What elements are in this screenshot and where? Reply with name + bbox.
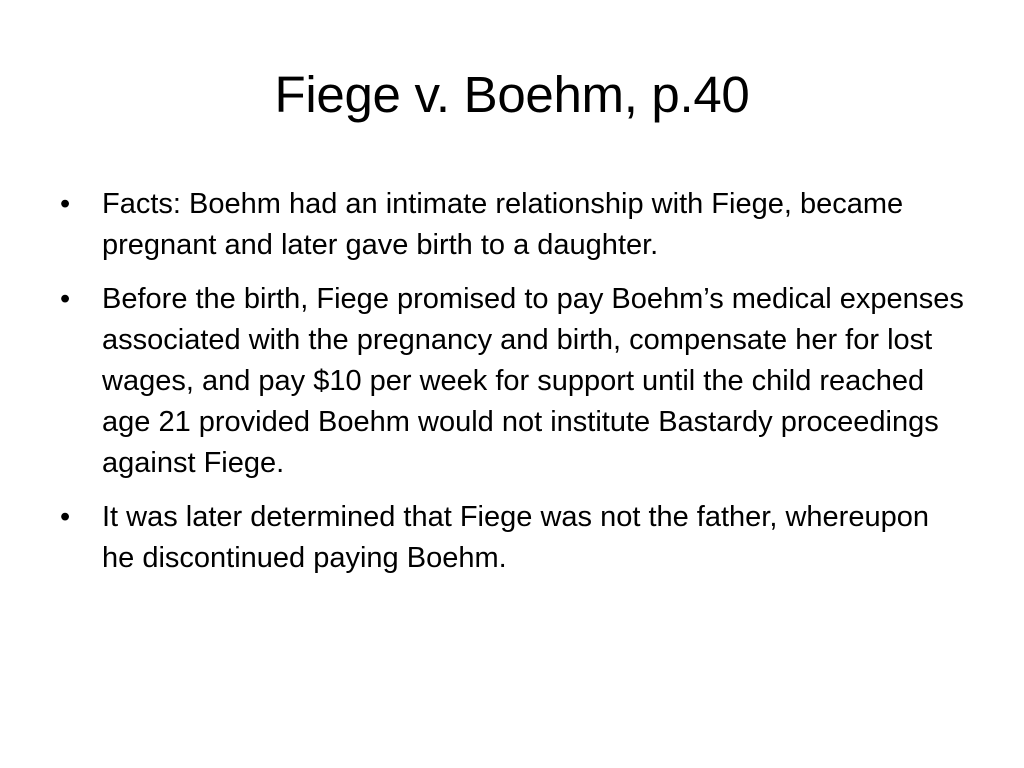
bullet-list — [54, 184, 964, 592]
bullet-text: Before the birth, Fiege promised to pay Boehm’s medical expenses associated with the pregnancy and birth, compensate her for lost wages, and pay $10 per week for support until the child reached age 21 provided Boehm would not institute Bastardy proceedings against Fiege. — [102, 283, 964, 479]
bullet-text: It was later determined that Fiege was not the father, whereupon he discontinued paying Boehm. — [102, 501, 929, 574]
bullet-text: Facts: Boehm had an intimate relationship with Fiege, became pregnant and later gave birth to a daughter. — [102, 188, 904, 261]
bullet-item-facts — [54, 184, 964, 266]
bullet-dot-icon: • — [60, 501, 71, 533]
bullet-dot-icon: • — [60, 188, 71, 220]
bullet-dot-icon: • — [60, 283, 71, 315]
bullet-item-outcome — [54, 497, 964, 579]
slide-title: Fiege v. Boehm, p.40 — [274, 66, 750, 123]
bullet-item-promise — [54, 279, 964, 484]
